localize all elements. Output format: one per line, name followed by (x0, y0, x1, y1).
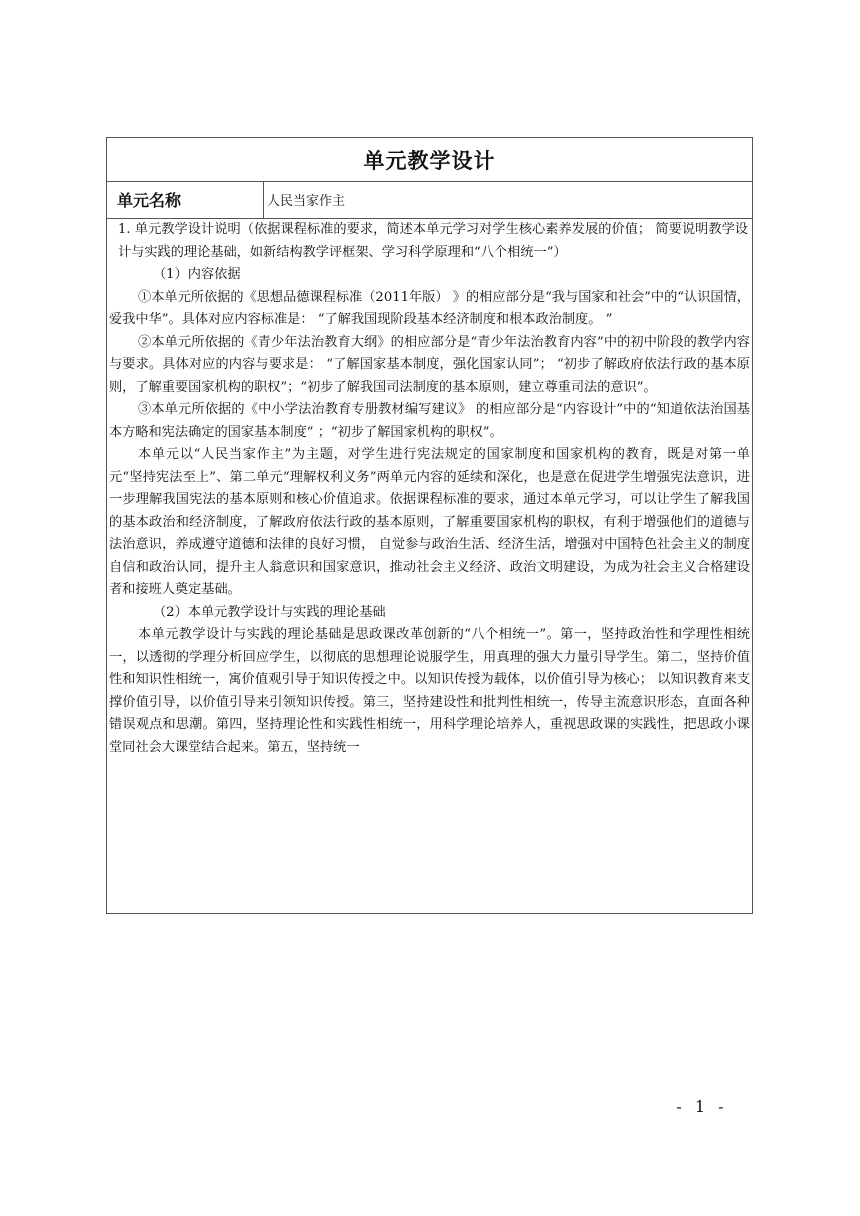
subsection-theory-basis: （2）本单元教学设计与实践的理论基础 (153, 604, 386, 620)
subsection-content-basis: （1）内容依据 (153, 267, 241, 282)
unit-name-value: 人民当家作主 (267, 194, 346, 209)
design-description-cell (107, 219, 752, 913)
table-title: 单元教学设计 (363, 148, 496, 173)
paragraph-eight-unities: 本单元教学设计与实践的理论基础是思政课改革创新的“八个相统一”。第一，坚持政治性和学理性相统一，以透彻的学理分析回应学生，以彻底的思想理论说服学生，用真理的强大力量引导学生。第二，坚持价值性和知识性相统一，寓价值观引导于知识传授之中。以知识传授为载体，以价值引导为核心； 以知识教育来支撑价值引导，以价值引导来引领知识传授。第三，坚持建设性和批判性相统一，传导主流意识形态，直面各种错误观点和思潮。第四，坚持理论性和实践性相统一，用科学理论培养人，重视思政课的实践性，把思政小课堂同社会大课堂结合起来。第五，坚持统一 (109, 627, 750, 755)
paragraph-unit-overview: 本单元以“人民当家作主”为主题，对学生进行宪法规定的国家制度和国家机构的教育，既是对第一单元“坚持宪法至上”、第二单元“理解权利义务”两单元内容的延续和深化，也是意在促进学生增强宪法意识，进一步理解我国宪法的基本原则和核心价值追求。依据课程标准的要求，通过本单元学习，可以让学生了解我国的基本政治和经济制度，了解政府依法行政的基本原则，了解重要国家机构的职权，有利于增强他们的道德与法治意识，养成遵守道德和法律的良好习惯， 自觉参与政治生活、经济生活，增强对中国特色社会主义的制度自信和政治认同，提升主人翁意识和国家意识，推动社会主义经济、政治文明建设，为成为社会主义合格建设者和接班人奠定基础。 (109, 447, 751, 597)
unit-name-label: 单元名称 (107, 181, 264, 218)
paragraph-textbook-suggestion: ③本单元所依据的《中小学法治教育专册教材编写建议》 的相应部分是“内容设计”中的“知道依法治国基本方略和宪法确定的国家基本制度” ；“初步了解国家机构的职权”。 (109, 402, 750, 440)
table-title-row (107, 138, 752, 182)
unit-design-table (106, 137, 753, 914)
unit-name-row (107, 181, 752, 219)
paragraph-law-education-outline: ②本单元所依据的《青少年法治教育大纲》的相应部分是“青少年法治教育内容”中的初中阶段的教学内容与要求。具体对应的内容与要求是： “了解国家基本制度，强化国家认同”； “初步了解政府依法行政的基本原则，了解重要国家机构的职权”；“初步了解我国司法制度的基本原则，建立尊重司法的意识”。 (109, 334, 750, 395)
section-heading: 1. 单元教学设计说明（依据课程标准的要求，简述本单元学习对学生核心素养发展的价值； 简要说明教学设计与实践的理论基础，如新结构教学评框架、学习科学原理和“八个相统一”） (118, 222, 748, 260)
paragraph-curriculum-standard: ①本单元所依据的《思想品德课程标准（2011年版） 》的相应部分是“我与国家和社会”中的“认识国情，爱我中华”。具体对应内容标准是： “了解我国现阶段基本经济制度和根本政治制度。 ” (109, 289, 750, 327)
page-number: - 1 - (676, 1097, 728, 1116)
